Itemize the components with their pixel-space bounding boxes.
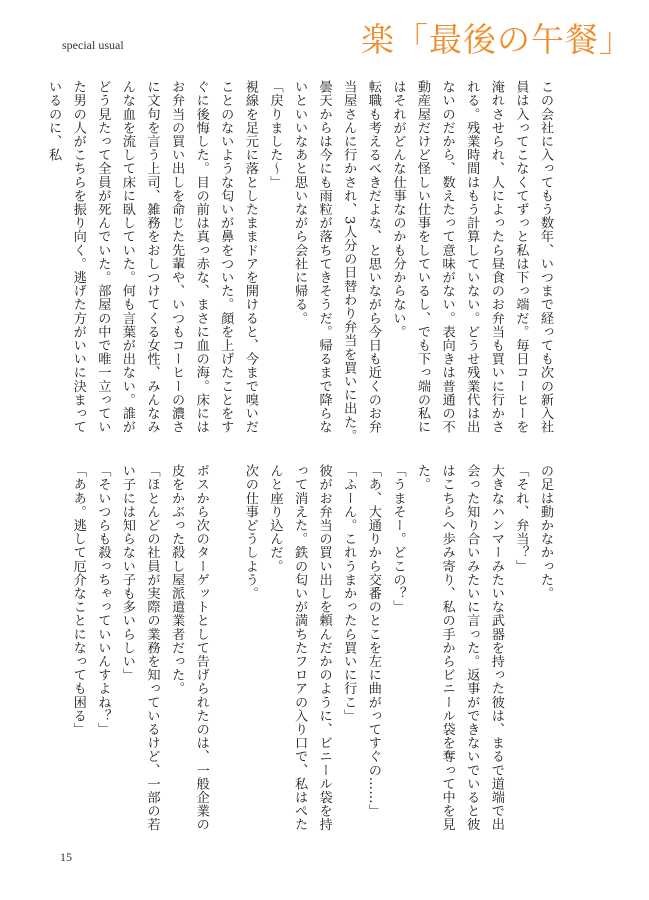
paragraph: 「うまそー。どこの？」 bbox=[390, 464, 406, 614]
paragraph: 転職も考えるべきだよな、と思いながら今日も近くのお弁当屋さんに行かされ、3人分の日替わり弁当を買いに出た。曇天からは今にも雨粒が落ちてきそうだ。帰るまで降らないといいなあと思いながら会社に帰る。 bbox=[292, 80, 381, 443]
text-block-upper bbox=[46, 80, 557, 443]
paragraph: ボスから次のターゲットとして告げられたのは、一般企業の皮をかぶった殺し屋派遣業者だった。 bbox=[169, 464, 209, 832]
paragraph: 「そいつらも殺っちゃっていいんすよね？」 bbox=[95, 464, 111, 736]
section-label: special usual bbox=[62, 38, 124, 52]
paragraph: 「ふーん。これうまかったら買いに行こ」 bbox=[341, 464, 357, 723]
paragraph: 次の仕事どうしよう。 bbox=[242, 464, 258, 600]
paragraph: 「それ、弁当？」 bbox=[513, 464, 529, 573]
paragraph: 視線を足元に落としたままドアを開けると、今まで嗅いだことのないような匂いが鼻をついた。顔を上げたことをすぐに後悔した。目の前は真っ赤な、まさに血の海。床にはお弁当の買い出しを命じた先輩や、いつもコーヒーの濃さに文句を言う上司、雑務をおしつけてくる女性、みんなみんな血を流して床に臥していた。何も言葉が出ない。誰がどう見たって全員が死んでいた。部屋の中で唯一立っていた男の人がこちらを振り向く。逃げた方がいいに決まっているのに、私 bbox=[46, 80, 258, 434]
page-number: 15 bbox=[60, 850, 72, 864]
paragraph: 「戻りました〜」 bbox=[267, 80, 283, 189]
paragraph: この会社に入ってもう数年、いつまで経っても次の新入社員は入ってこなくてずっと私は下っ端だ。毎日コーヒーを淹れさせられ、人によったら昼食のお弁当も買いに行かされる。残業時間はもう計算していない。どうせ残業代は出ないのだから、数えたって意味がない。表向きは普通の不動産屋だけど怪しい仕事をしているし、でも下っ端の私にはそれがどんな仕事なのかも分からない。 bbox=[390, 80, 553, 434]
paragraph: 「あ、大通りから交番のとこを左に曲がってすぐの……」 bbox=[365, 464, 381, 818]
paragraph: 「ああ。逃して厄介なことになっても困る」 bbox=[70, 464, 86, 736]
paragraph: の足は動かなかった。 bbox=[538, 464, 553, 600]
paragraph: 大きなハンマーみたいな武器を持った彼は、まるで道端で出会った知り合いみたいに言った。返事ができないでいると彼はこちらへ歩み寄り、私の手からビニール袋を奪って中を見た。 bbox=[415, 464, 504, 832]
paragraph: 「ほとんどの社員が実際の業務を知っているけど、一部の若い子には知らない子も多いらしい」 bbox=[119, 464, 160, 832]
paragraph: 彼がお弁当の買い出しを頼んだかのように、ビニール袋を持って消えた。鉄の匂いが満ちたフロアの入り口で、私はぺたんと座り込んだ。 bbox=[267, 464, 332, 832]
text-block-lower bbox=[70, 464, 557, 844]
story-title: 楽「最後の午餐」 bbox=[361, 20, 633, 59]
scene-break bbox=[213, 464, 238, 844]
